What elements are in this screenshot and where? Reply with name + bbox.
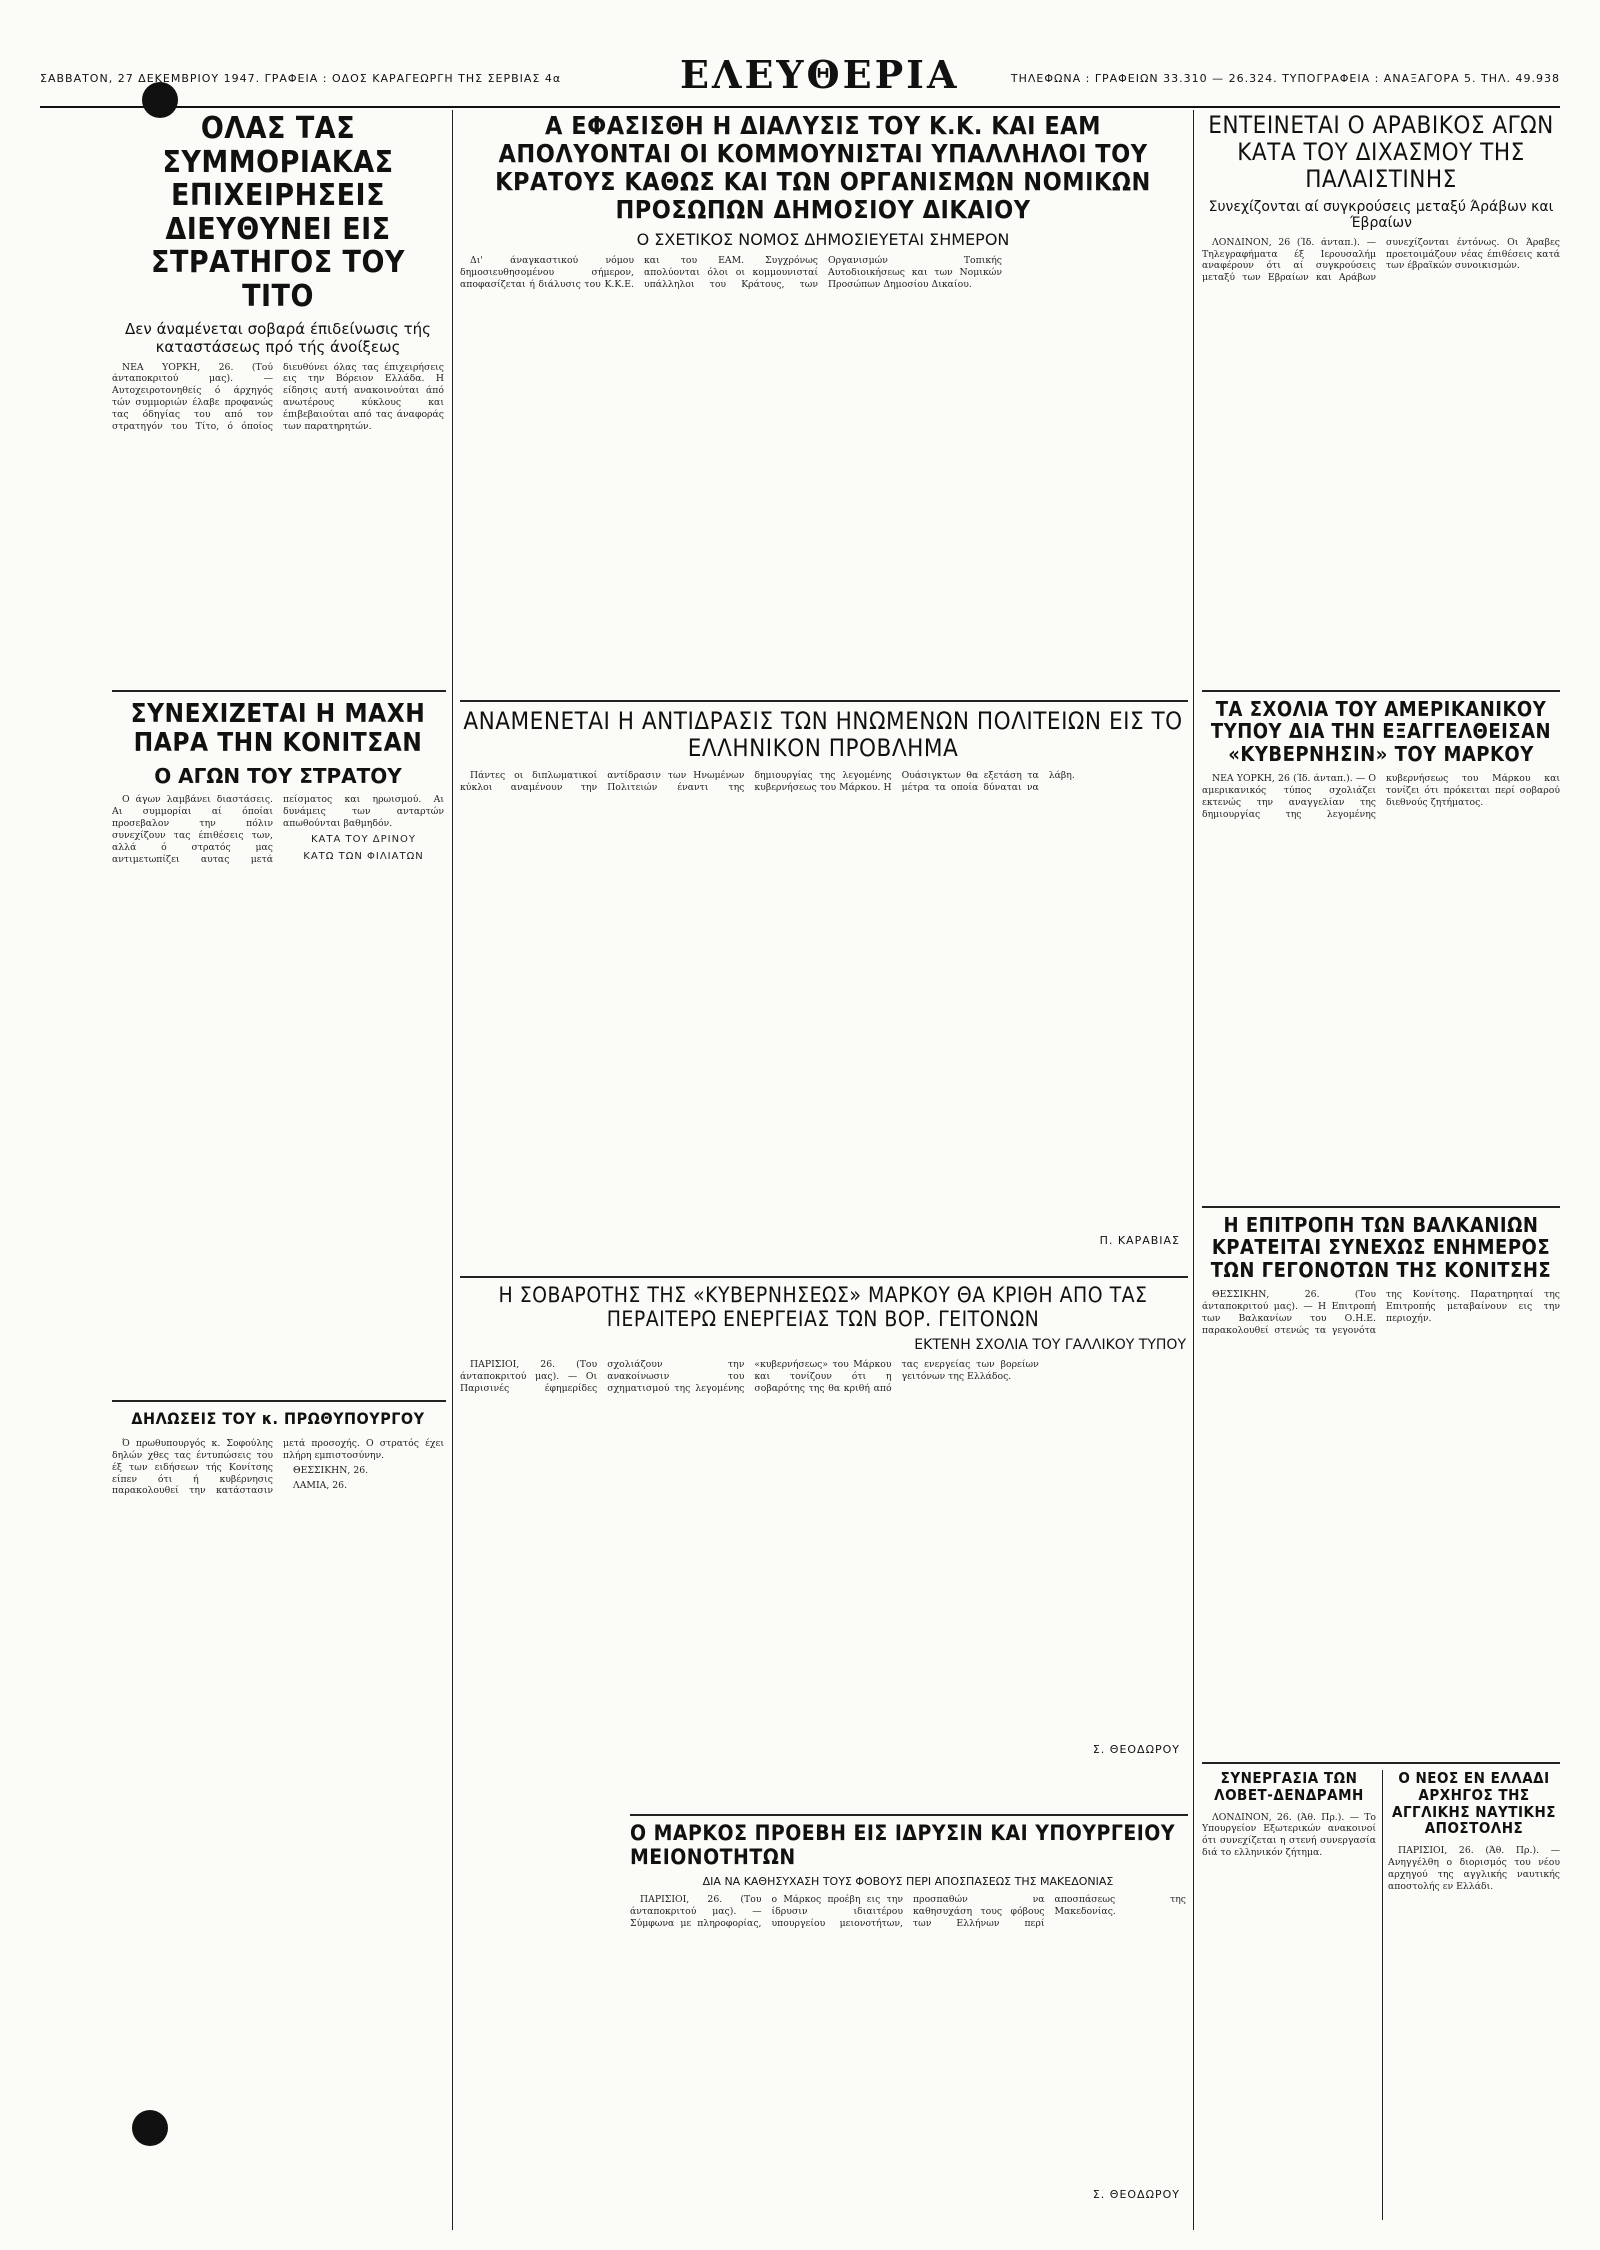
body-balkan-committee [1202, 1289, 1560, 1719]
section-rule [460, 700, 1188, 702]
body-text: ΛΟΝΔΙΝΟΝ, 26. (Άθ. Πρ.). — Το Υπουργείον Εξωτερικών ανακοινοί ότι συνεχίζεται η στενή συνεργασία διά το ελληνικόν ζήτημα. [1202, 1811, 1376, 1859]
headline-reaction: ΑΝΑΜΕΝΕΤΑΙ Η ΑΝΤΙΔΡΑΣΙΣ ΤΩΝ ΗΝΩΜΕΝΩΝ ΠΟΛΙΤΕΙΩΝ ΕΙΣ ΤΟ ΕΛΛΗΝΙΚΟΝ ΠΡΟΒΛΗΜΑ [463, 708, 1183, 762]
headline-minorities: Ο ΜΑΡΚΟΣ ΠΡΟΕΒΗ ΕΙΣ ΙΔΡΥΣΙΝ ΚΑΙ ΥΠΟΥΡΓΕΙΟΥ ΜΕΙΟΝΟΤΗΤΩΝ [630, 1822, 1176, 1869]
article-markos-govt [460, 1284, 1186, 1804]
newspaper-title: ΕΛΕΥΘΕΡΙΑ [680, 52, 960, 97]
body-text: ΘΕΣΣΙΚΗΝ, 26. (Του άνταποκριτού μας). — Η Επιτροπή των Βαλκανίων του Ο.Η.Ε. παρακολουθεί στενώς τα γεγονότα της Κονίτσης. Παρατηρηταί της Επιτροπής μεταβαίνουν εις την περιοχήν. [1202, 1289, 1560, 1336]
body-text: Ο άγων λαμβάνει διαστάσεις. Αι συμμορίαι αί όποίαι προσεβαλον την πόλιν συνεχίζουν τας έπιθέσεις των, αλλά ό στρατός μας αντιμετωπίζει αυτας μετά πείσματος και ηρωισμού. Αι δυνάμεις των ανταρτών απωθούνται βαθμηδόν. [112, 794, 444, 865]
article-konitsa [112, 700, 444, 1390]
body-tito [112, 362, 444, 682]
article-reaction [460, 708, 1186, 1268]
body-naval [1388, 1845, 1560, 1893]
body-palestine [1202, 237, 1560, 647]
subheadline-kk-eam: Ο ΣΧΕΤΙΚΟΣ ΝΟΜΟΣ ΔΗΜΟΣΙΕΥΕΤΑΙ ΣΗΜΕΡΟΝ [636, 230, 1010, 249]
body-prime-minister [112, 1438, 444, 2198]
date-line: ΣΑΒΒΑΤΟΝ, 27 ΔΕΚΕΜΒΡΙΟΥ 1947. ΓΡΑΦΕΙΑ : ΟΔΟΣ ΚΑΡΑΓΕΩΡΓΗ ΤΗΣ ΣΕΡΒΙΑΣ 4α [40, 72, 562, 85]
section-rule [1202, 1762, 1560, 1764]
section-head: ΚΑΤΑ ΤΟΥ ΔΡΙΝΟΥ [310, 833, 417, 845]
headline-markos-govt: Η ΣΟΒΑΡΟΤΗΣ ΤΗΣ «ΚΥΒΕΡΝΗΣΕΩΣ» ΜΑΡΚΟΥ ΘΑ ΚΡΙΘΗ ΑΠΟ ΤΑΣ ΠΕΡΑΙΤΕΡΩ ΕΝΕΡΓΕΙΑΣ ΤΩΝ ΒΟΡ. ΓΕΙΤΟΝΩΝ [498, 1284, 1148, 1331]
article-tito [112, 112, 444, 682]
article-minorities [630, 1822, 1186, 2222]
section-rule [1202, 1206, 1560, 1208]
body-konitsa [112, 794, 444, 1294]
dateline: ΛΑΜΙΑ, 26. [293, 1479, 348, 1491]
body-text: ΝΕΑ ΥΟΡΚΗ, 26. (Τού άνταποκριτού μας). — Αυτοχειροτονηθείς ό άρχηγός τών συμμοριών έλαβε προφανώς τας όδηγίας του από τον στρατηγόν του Τίτο, ό όποίος διευθύνει όλας τας έπιχειρήσεις εις την Βόρειον Ελλάδα. Η είδησις αυτή ανακοινούται άπό ανωτέρους κύκλους και έπιβεβαιούται από τας άναφοράς των παρατηρητών. [112, 361, 444, 433]
headline-american-press: ΤΑ ΣΧΟΛΙΑ ΤΟΥ ΑΜΕΡΙΚΑΝΙΚΟΥ ΤΥΠΟΥ ΔΙΑ ΤΗΝ ΕΞΑΓΓΕΛΘΕΙΣΑΝ «ΚΥΒΕΡΝΗΣΙΝ» ΤΟΥ ΜΑΡΚΟΥ [1210, 698, 1552, 766]
headline-prime-minister: ΔΗΛΩΣΕΙΣ ΤΟΥ κ. ΠΡΩΘΥΠΟΥΡΓΟΥ [131, 1410, 425, 1428]
headline-bevin-marshall: ΣΥΝΕΡΓΑΣΙΑ ΤΩΝ ΛΟΒΕΤ-ΔΕΝΔΡΑΜΗ [1214, 1770, 1364, 1804]
section-head: ΚΑΤΩ ΤΩΝ ΦΙΛΙΑΤΩΝ [303, 850, 424, 862]
masthead [40, 52, 1560, 108]
contact-line: ΤΗΛΕΦΩΝΑ : ΓΡΑΦΕΙΩΝ 33.310 — 26.324. ΤΥΠΟΓΡΑΦΕΙΑ : ΑΝΑΞΑΓΟΡΑ 5. ΤΗΛ. 49.938 [1010, 72, 1560, 85]
headline-naval: Ο ΝΕΟΣ ΕΝ ΕΛΛΑΔΙ ΑΡΧΗΓΟΣ ΤΗΣ ΑΓΓΛΙΚΗΣ ΝΑΥΤΙΚΗΣ ΑΠΟΣΤΟΛΗΣ [1392, 1770, 1556, 1838]
section-rule [112, 690, 446, 692]
author-minorities: Σ. ΘΕΟΔΩΡΟΥ [1092, 2188, 1180, 2202]
subheadline-palestine: Συνεχίζονται αί συγκρούσεις μεταξύ Άράβων και Έβραίων [1208, 198, 1554, 231]
column-rule [452, 110, 453, 2230]
section-rule [112, 1400, 446, 1402]
subheadline-tito: Δεν άναμένεται σοβαρά έπιδείνωσις τής καταστάσεως πρό τής άνοίξεως [125, 319, 431, 356]
body-american-press [1202, 773, 1560, 1173]
column-rule [1193, 110, 1194, 2230]
article-prime-minister [112, 1410, 444, 2220]
article-bevin-marshall [1202, 1770, 1376, 2220]
headline-kk-eam: Α ΕΦΑΣΙΣΘΗ Η ΔΙΑΛΥΣΙΣ ΤΟΥ Κ.Κ. ΚΑΙ ΕΑΜ ΑΠΟΛΥΟΝΤΑΙ ΟΙ ΚΟΜΜΟΥΝΙΣΤΑΙ ΥΠΑΛΛΗΛΟΙ ΤΟΥ ΚΡΑΤΟΥΣ ΚΑΘΩΣ ΚΑΙ ΤΩΝ ΟΡΓΑΝΙΣΜΩΝ ΝΟΜΙΚΩΝ ΠΡΟΣΩΠΩΝ ΔΗΜΟΣΙΟΥ ΔΙΚΑΙΟΥ [495, 112, 1151, 224]
author-markos-govt: Σ. ΘΕΟΔΩΡΟΥ [1092, 1743, 1180, 1757]
body-kk-eam [460, 255, 1186, 655]
column-rule [1382, 1770, 1383, 2220]
dateline: ΘΕΣΣΙΚΗΝ, 26. [293, 1464, 369, 1476]
article-balkan-committee [1202, 1214, 1560, 1754]
subheadline-konitsa: Ο ΑΓΩΝ ΤΟΥ ΣΤΡΑΤΟΥ [154, 764, 402, 789]
headline-konitsa: ΣΥΝΕΧΙΖΕΤΑΙ Η ΜΑΧΗ ΠΑΡΑ ΤΗΝ ΚΟΝΙΤΣΑΝ [130, 700, 426, 759]
headline-balkan-committee: Η ΕΠΙΤΡΟΠΗ ΤΩΝ ΒΑΛΚΑΝΙΩΝ ΚΡΑΤΕΙΤΑΙ ΣΥΝΕΧΩΣ ΕΝΗΜΕΡΟΣ ΤΩΝ ΓΕΓΟΝΟΤΩΝ ΤΗΣ ΚΟΝΙΤΣΗΣ [1210, 1214, 1552, 1282]
body-text: ΛΟΝΔΙΝΟΝ, 26 (Ίδ. άνταπ.). — Τηλεγραφήματα έξ Ιερουσαλήμ αναφέρουν ότι αί συγκρούσεις μεταξύ των Εβραίων και Αράβων συνεχίζονται έντόνως. Οι Άραβες προετοιμάζουν νέας έπιθέσεις κατά των έβραϊκών συνοικισμών. [1202, 236, 1560, 284]
section-rule [1202, 690, 1560, 692]
body-reaction [460, 770, 1186, 1230]
body-markos-govt [460, 1359, 1186, 1739]
body-text: Ό πρωθυπουργός κ. Σοφούλης δηλών χθες τας έντυπώσεις του έξ των ειδήσεων τής Κονίτσης είπεν ότι ή κυβέρνησις παρακολουθεί την κατάστασιν μετά προσοχής. Ο στρατός έχει πλήρη εμπιστοσύνην. [112, 1437, 444, 1497]
article-kk-eam [460, 112, 1186, 692]
author-reaction: Π. ΚΑΡΑΒΙΑΣ [1099, 1233, 1180, 1247]
body-text: ΠΑΡΙΣΙΟΙ, 26. (Του άνταποκριτού μας). — Σύμφωνα με πληροφορίας, ο Μάρκος προέβη εις την ίδρυσιν ιδιαιτέρου υπουργείου μειονοτήτων, προσπαθών να καθησυχάση τους φόβους των Ελλήνων περί αποσπάσεως της Μακεδονίας. [630, 1894, 1186, 1929]
article-american-press [1202, 698, 1560, 1198]
body-text: Πάντες οι διπλωματικοί κύκλοι αναμένουν την αντίδρασιν των Ηνωμένων Πολιτειών έναντι της δημιουργίας της λεγομένης κυβερνήσεως του Μάρκου. Η Ουάσιγκτων θα εξετάση τα μέτρα τα οποία δύναται να λάβη. [460, 769, 1075, 793]
body-minorities [630, 1894, 1186, 2184]
body-text: ΠΑΡΙΣΙΟΙ, 26. (Του άνταποκριτού μας). — Οι Παρισινές έφημερίδες σχολιάζουν την ανακοίνωσιν του σχηματισμού της λεγομένης «κυβερνήσεως» του Μάρκου και τονίζουν ότι η σοβαρότης της θα κριθή από τας ενεργείας των βορείων γειτόνων της Ελλάδος. [460, 1359, 1039, 1394]
body-text: ΝΕΑ ΥΟΡΚΗ, 26 (Ίδ. άνταπ.). — Ο αμερικανικός τύπος σχολιάζει εκτενώς την αναγγελίαν της δημιουργίας της λεγομένης κυβερνήσεως του Μάρκου και τονίζει ότι πρόκειται περί σοβαρού διεθνούς ζητήματος. [1202, 773, 1560, 820]
article-palestine [1202, 112, 1560, 682]
section-rule [460, 1276, 1188, 1278]
body-bevin-marshall [1202, 1812, 1376, 1860]
subheadline-minorities: ΔΙΑ ΝΑ ΚΑΘΗΣΥΧΑΣΗ ΤΟΥΣ ΦΟΒΟΥΣ ΠΕΡΙ ΑΠΟΣΠΑΣΕΩΣ ΤΗΣ ΜΑΚΕΔΟΝΙΑΣ [702, 1875, 1114, 1889]
subheadline-markos-govt: ΕΚΤΕΝΗ ΣΧΟΛΙΑ ΤΟΥ ΓΑΛΛΙΚΟΥ ΤΥΠΟΥ [914, 1337, 1186, 1354]
body-text: ΠΑΡΙΣΙΟΙ, 26. (Άθ. Πρ.). — Ανηγγέλθη ο διορισμός του νέου αρχηγού της αγγλικής ναυτικής αποστολής εν Ελλάδι. [1388, 1845, 1560, 1892]
headline-palestine: ΕΝΤΕΙΝΕΤΑΙ Ο ΑΡΑΒΙΚΟΣ ΑΓΩΝ ΚΑΤΑ ΤΟΥ ΔΙΧΑΣΜΟΥ ΤΗΣ ΠΑΛΑΙΣΤΙΝΗΣ [1208, 112, 1554, 193]
section-rule [630, 1814, 1188, 1816]
body-text: Δι' άναγκαστικού νόμου δημοσιευθησομένου σήμερον, αποφασίζεται ή διάλυσις του Κ.Κ.Ε. και του ΕΑΜ. Συγχρόνως απολύονται όλοι οι κομμουνισταί υπάλληλοι του Κράτους, των Οργανισμών Τοπικής Αυτοδιοικήσεως και των Νομικών Προσώπων Δημοσίου Δικαίου. [460, 255, 1002, 290]
headline-tito: ΟΛΑΣ ΤΑΣ ΣΥΜΜΟΡΙΑΚΑΣ ΕΠΙΧΕΙΡΗΣΕΙΣ ΔΙΕΥΘΥΝΕΙ ΕΙΣ ΣΤΡΑΤΗΓΟΣ ΤΟΥ ΤΙΤΟ [151, 112, 405, 314]
article-naval [1388, 1770, 1560, 2220]
